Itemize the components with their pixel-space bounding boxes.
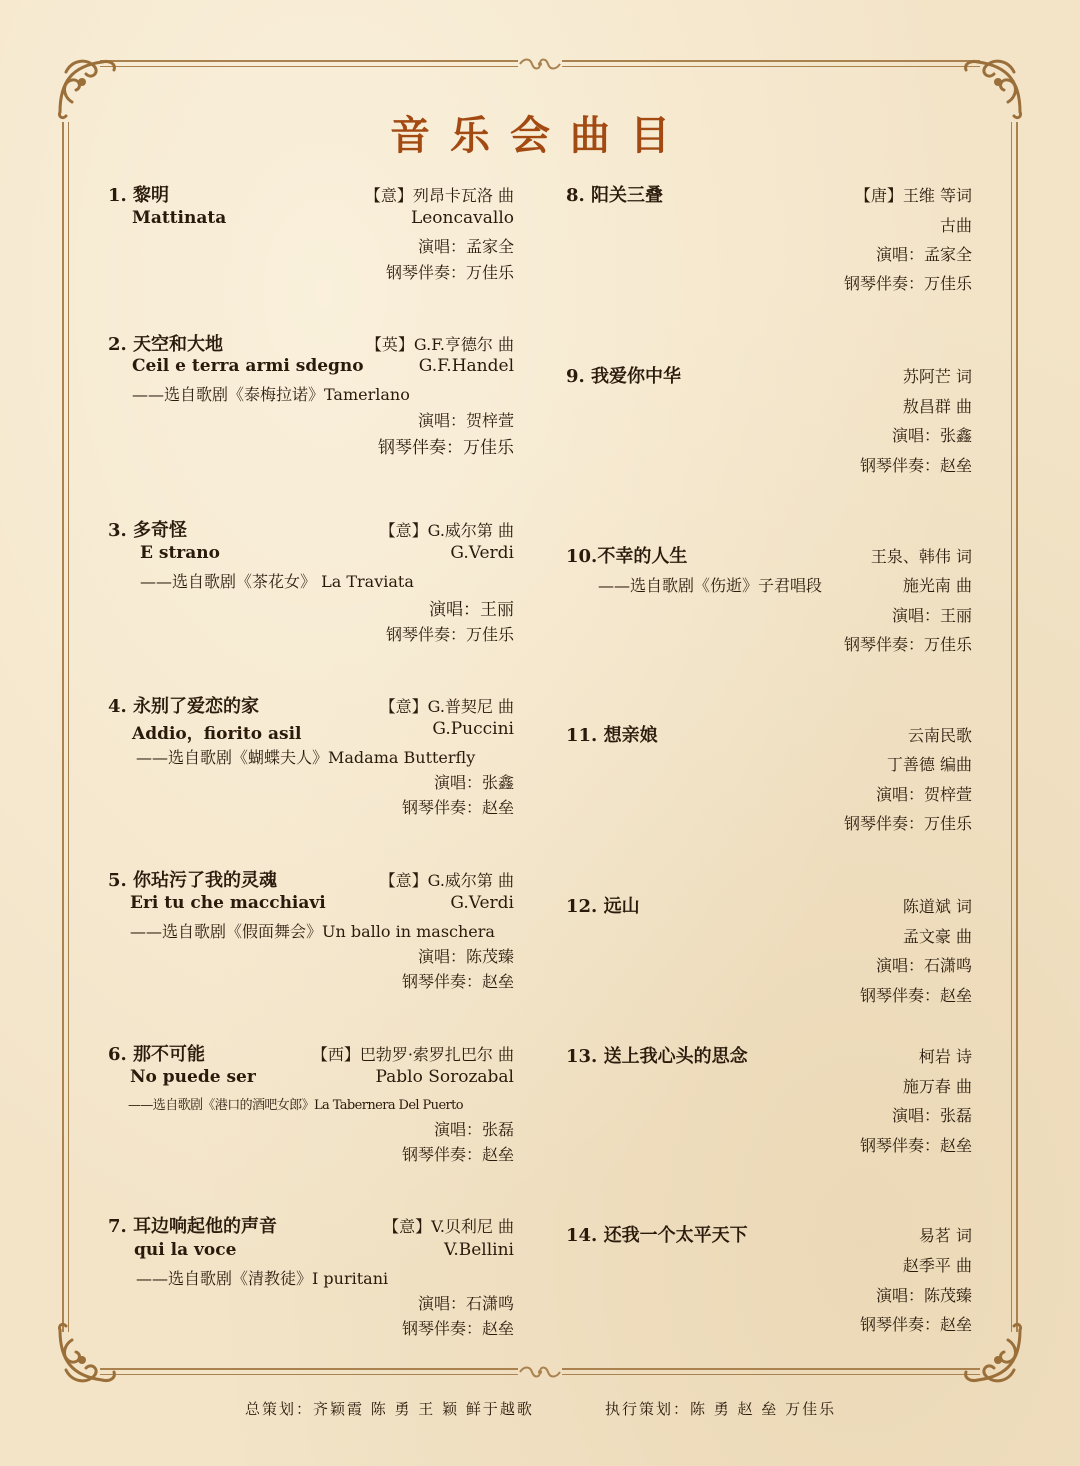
program-6-composer-en: Pablo Sorozabal (375, 1067, 514, 1087)
program-11-credit-1: 云南民歌 (907, 726, 972, 745)
program-14-credit-4: 钢琴伴奏：赵垒 (859, 1315, 972, 1334)
frame-top-line-outer (100, 60, 518, 62)
program-13-heading: 13. 送上我心头的思念 (566, 1046, 748, 1067)
program-2-composer: 【英】G.F.亨德尔 曲 (365, 335, 514, 354)
program-6-subtitle: No puede ser (130, 1067, 256, 1087)
program-3-piano: 钢琴伴奏：万佳乐 (385, 625, 514, 644)
program-10-heading: 10.不幸的人生 (566, 546, 688, 567)
program-4-heading: 4. 永别了爱恋的家 (108, 696, 260, 717)
program-2-piano: 钢琴伴奏：万佳乐 (378, 438, 514, 458)
center-scroll-ornament-bottom-icon (516, 1364, 564, 1380)
program-5-composer: 【意】G.威尔第 曲 (379, 871, 514, 890)
program-13-credit-3: 演唱：张磊 (891, 1106, 972, 1125)
program-6-singer: 演唱：张磊 (433, 1120, 514, 1139)
program-14-credit-1: 易茗 词 (918, 1226, 972, 1245)
program-9-credit-4: 钢琴伴奏：赵垒 (859, 456, 972, 475)
corner-ornament-bottom-left-icon (52, 1320, 122, 1390)
frame-bottom-line-inner-r (562, 1374, 980, 1375)
program-5-composer-en: G.Verdi (450, 893, 514, 913)
program-4-composer: 【意】G.普契尼 曲 (379, 697, 514, 716)
program-6-opera: ——选自歌剧《港口的酒吧女郎》La Tabernera Del Puerto (128, 1098, 464, 1113)
program-9-credit-3: 演唱：张鑫 (891, 426, 972, 445)
frame-top-line-inner-r (562, 66, 980, 67)
program-11-credit-4: 钢琴伴奏：万佳乐 (843, 814, 972, 833)
program-12-heading: 12. 远山 (566, 896, 640, 917)
program-7-heading: 7. 耳边响起他的声音 (108, 1216, 278, 1237)
program-9-credit-2: 敖昌群 曲 (902, 397, 972, 416)
program-7-subtitle: qui la voce (134, 1240, 237, 1260)
program-8-credit-2: 古曲 (939, 216, 972, 235)
program-3-opera: ——选自歌剧《茶花女》 La Traviata (140, 572, 414, 591)
program-11-credit-3: 演唱：贺梓萱 (875, 785, 972, 804)
frame-right-line-outer (1016, 122, 1018, 1332)
program-2-opera: ——选自歌剧《泰梅拉诺》Tamerlano (132, 385, 410, 404)
program-8-heading: 8. 阳关三叠 (566, 185, 664, 206)
program-1-heading: 1. 黎明 (108, 185, 170, 206)
program-13-credit-4: 钢琴伴奏：赵垒 (859, 1136, 972, 1155)
program-7-composer: 【意】V.贝利尼 曲 (383, 1217, 514, 1236)
program-1-subtitle: Mattinata (132, 208, 227, 228)
frame-right-line-inner (1011, 122, 1012, 1332)
program-4-piano: 钢琴伴奏：赵垒 (401, 798, 514, 817)
program-8-credit-1: 【唐】王维 等词 (854, 186, 972, 205)
center-scroll-ornament-top-icon (516, 56, 564, 72)
program-2-subtitle: Ceil e terra armi sdegno (132, 356, 364, 376)
program-2-heading: 2. 天空和大地 (108, 334, 224, 355)
program-4-composer-en: G.Puccini (432, 719, 514, 739)
program-7-piano: 钢琴伴奏：赵垒 (401, 1319, 514, 1338)
frame-top-line-inner (100, 66, 518, 67)
program-2-composer-en: G.F.Handel (418, 356, 514, 376)
program-13-credit-2: 施万春 曲 (902, 1077, 972, 1096)
program-1-piano: 钢琴伴奏：万佳乐 (385, 263, 514, 282)
program-10-credit-2: 施光南 曲 (902, 576, 972, 595)
program-3-heading: 3. 多奇怪 (108, 520, 188, 541)
program-5-piano: 钢琴伴奏：赵垒 (401, 972, 514, 991)
program-7-composer-en: V.Bellini (444, 1240, 514, 1260)
program-6-piano: 钢琴伴奏：赵垒 (401, 1145, 514, 1164)
program-10-opera: ——选自歌剧《伤逝》子君唱段 (598, 576, 823, 595)
program-5-singer: 演唱：陈茂臻 (417, 947, 514, 966)
program-13-credit-1: 柯岩 诗 (918, 1047, 972, 1066)
footer-executive-planning: 执行策划：陈 勇 赵 垒 万佳乐 (605, 1400, 837, 1418)
program-4-subtitle: Addio，fiorito asil (132, 724, 302, 744)
program-14-credit-3: 演唱：陈茂臻 (875, 1286, 972, 1305)
program-9-heading: 9. 我爱你中华 (566, 366, 682, 387)
frame-top-line-outer-r (562, 60, 980, 62)
program-6-composer: 【西】巴勃罗·索罗扎巴尔 曲 (311, 1045, 514, 1064)
frame-bottom-line-outer (100, 1368, 518, 1370)
program-12-credit-4: 钢琴伴奏：赵垒 (859, 986, 972, 1005)
program-3-composer: 【意】G.威尔第 曲 (379, 521, 514, 540)
program-1-singer: 演唱：孟家全 (417, 237, 514, 256)
program-10-credit-3: 演唱：王丽 (891, 606, 972, 625)
program-6-heading: 6. 那不可能 (108, 1044, 206, 1065)
program-8-credit-4: 钢琴伴奏：万佳乐 (843, 274, 972, 293)
program-1-composer-en: Leoncavallo (410, 208, 514, 228)
program-5-opera: ——选自歌剧《假面舞会》Un ballo in maschera (130, 922, 495, 941)
program-5-heading: 5. 你玷污了我的灵魂 (108, 870, 278, 891)
footer-general-planning: 总策划：齐颖霞 陈 勇 王 颖 鲜于越歌 (245, 1400, 534, 1418)
program-2-singer: 演唱：贺梓萱 (417, 411, 514, 430)
program-11-heading: 11. 想亲娘 (566, 725, 658, 746)
program-7-opera: ——选自歌剧《清教徒》I puritani (136, 1269, 389, 1288)
program-14-credit-2: 赵季平 曲 (902, 1256, 972, 1275)
program-12-credit-3: 演唱：石潇鸣 (875, 956, 972, 975)
program-4-singer: 演唱：张鑫 (433, 773, 514, 792)
page-title: 音乐会曲目 (390, 113, 690, 159)
program-4-opera: ——选自歌剧《蝴蝶夫人》Madama Butterfly (136, 748, 476, 767)
program-3-singer: 演唱：王丽 (429, 600, 514, 620)
frame-bottom-line-outer-r (562, 1368, 980, 1370)
program-3-subtitle: E strano (140, 543, 220, 563)
program-10-credit-4: 钢琴伴奏：万佳乐 (843, 635, 972, 654)
program-3-composer-en: G.Verdi (450, 543, 514, 563)
program-5-subtitle: Eri tu che macchiavi (130, 893, 326, 913)
program-11-credit-2: 丁善德 编曲 (886, 755, 972, 774)
program-7-singer: 演唱：石潇鸣 (417, 1294, 514, 1313)
program-10-credit-1: 王泉、韩伟 词 (870, 547, 972, 566)
program-14-heading: 14. 还我一个太平天下 (566, 1225, 748, 1246)
frame-left-line-inner (68, 122, 69, 1332)
program-12-credit-2: 孟文豪 曲 (902, 927, 972, 946)
program-1-composer: 【意】列昂卡瓦洛 曲 (364, 186, 514, 205)
program-9-credit-1: 苏阿芒 词 (902, 367, 972, 386)
frame-bottom-line-inner (100, 1374, 518, 1375)
program-8-credit-3: 演唱：孟家全 (875, 245, 972, 264)
frame-left-line-outer (62, 122, 64, 1332)
program-12-credit-1: 陈道斌 词 (902, 897, 972, 916)
